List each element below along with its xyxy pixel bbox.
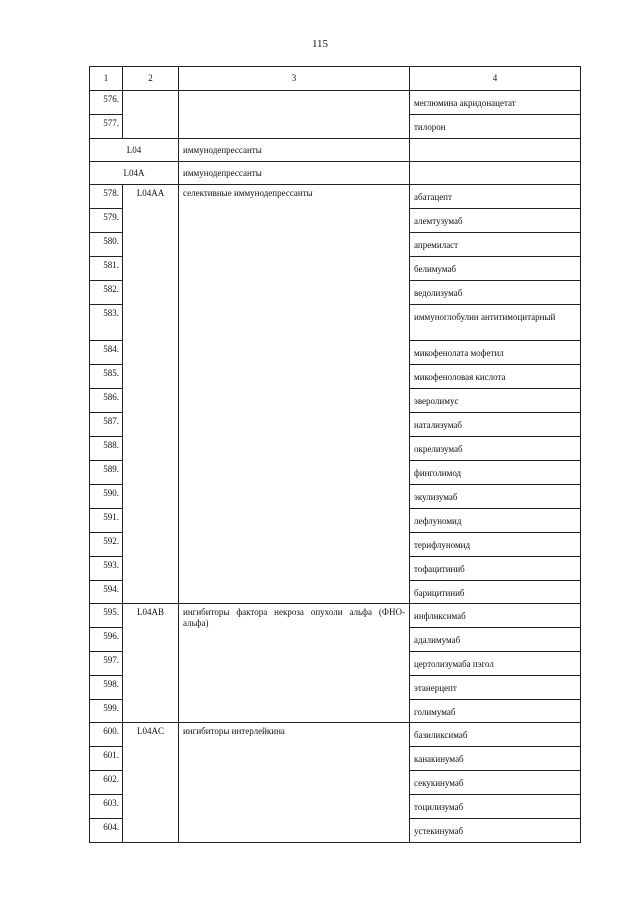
row-number: 593. bbox=[90, 557, 123, 581]
drug-name: натализумаб bbox=[410, 413, 581, 437]
row-number: 595. bbox=[90, 604, 123, 628]
drug-name: канакинумаб bbox=[410, 747, 581, 771]
row-number: 603. bbox=[90, 795, 123, 819]
drug-name: терифлуномид bbox=[410, 533, 581, 557]
atc-name: иммунодепрессанты bbox=[179, 139, 410, 162]
row-number: 601. bbox=[90, 747, 123, 771]
atc-code: L04AC bbox=[123, 723, 179, 843]
drug-name: цертолизумаба пэгол bbox=[410, 652, 581, 676]
drug-name: адалимумаб bbox=[410, 628, 581, 652]
empty-cell bbox=[410, 162, 581, 185]
row-number: 588. bbox=[90, 437, 123, 461]
atc-name: ингибиторы фактора некроза опухоли альфа (ФНО-альфа) bbox=[179, 604, 410, 723]
drug-classification-table bbox=[89, 66, 581, 843]
atc-code: L04 bbox=[90, 139, 179, 162]
drug-name: барицитиниб bbox=[410, 581, 581, 604]
row-number: 602. bbox=[90, 771, 123, 795]
row-number: 581. bbox=[90, 257, 123, 281]
drug-name: устекинумаб bbox=[410, 819, 581, 843]
row-number: 576. bbox=[90, 91, 123, 115]
header-row bbox=[90, 67, 581, 91]
atc-code: L04A bbox=[90, 162, 179, 185]
drug-name: ведолизумаб bbox=[410, 281, 581, 305]
header-col-3: 3 bbox=[179, 67, 410, 91]
atc-code: L04AB bbox=[123, 604, 179, 723]
table-row bbox=[90, 91, 581, 115]
row-number: 590. bbox=[90, 485, 123, 509]
atc-name: ингибиторы интерлейкина bbox=[179, 723, 410, 843]
drug-name: экулизумаб bbox=[410, 485, 581, 509]
drug-name: меглюмина акридонацетат bbox=[410, 91, 581, 115]
row-number: 598. bbox=[90, 676, 123, 700]
table-row bbox=[90, 723, 581, 747]
drug-name: белимумаб bbox=[410, 257, 581, 281]
header-col-1: 1 bbox=[90, 67, 123, 91]
table-row bbox=[90, 604, 581, 628]
row-number: 579. bbox=[90, 209, 123, 233]
row-number: 587. bbox=[90, 413, 123, 437]
row-number: 577. bbox=[90, 115, 123, 139]
row-number: 582. bbox=[90, 281, 123, 305]
drug-name: тофацитиниб bbox=[410, 557, 581, 581]
drug-name: тоцилизумаб bbox=[410, 795, 581, 819]
drug-name: инфликсимаб bbox=[410, 604, 581, 628]
page-number: 115 bbox=[311, 38, 329, 50]
atc-code-cell bbox=[123, 91, 179, 139]
row-number: 600. bbox=[90, 723, 123, 747]
drug-name: этанерцепт bbox=[410, 676, 581, 700]
group-row-l04 bbox=[90, 139, 581, 162]
drug-name: алемтузумаб bbox=[410, 209, 581, 233]
row-number: 586. bbox=[90, 389, 123, 413]
drug-name: базиликсимаб bbox=[410, 723, 581, 747]
row-number: 580. bbox=[90, 233, 123, 257]
atc-name-cell bbox=[179, 91, 410, 139]
row-number: 592. bbox=[90, 533, 123, 557]
row-number: 594. bbox=[90, 581, 123, 604]
drug-name: окрелизумаб bbox=[410, 437, 581, 461]
empty-cell bbox=[410, 139, 581, 162]
row-number: 584. bbox=[90, 341, 123, 365]
row-number: 585. bbox=[90, 365, 123, 389]
row-number: 591. bbox=[90, 509, 123, 533]
drug-name: микофенолата мофетил bbox=[410, 341, 581, 365]
drug-name: голимумаб bbox=[410, 700, 581, 723]
atc-code: L04AA bbox=[123, 185, 179, 604]
header-col-2: 2 bbox=[123, 67, 179, 91]
drug-name: эверолимус bbox=[410, 389, 581, 413]
atc-name: селективные иммунодепрессанты bbox=[179, 185, 410, 604]
atc-name: иммунодепрессанты bbox=[179, 162, 410, 185]
drug-name: секукинумаб bbox=[410, 771, 581, 795]
drug-name: лефлуномид bbox=[410, 509, 581, 533]
drug-name: абатацепт bbox=[410, 185, 581, 209]
drug-name: апремиласт bbox=[410, 233, 581, 257]
row-number: 578. bbox=[90, 185, 123, 209]
drug-name: микофеноловая кислота bbox=[410, 365, 581, 389]
drug-name: финголимод bbox=[410, 461, 581, 485]
row-number: 599. bbox=[90, 700, 123, 723]
row-number: 604. bbox=[90, 819, 123, 843]
row-number: 589. bbox=[90, 461, 123, 485]
row-number: 597. bbox=[90, 652, 123, 676]
row-number: 583. bbox=[90, 305, 123, 341]
drug-name: иммуноглобулин антитимоцитарный bbox=[410, 305, 581, 341]
table-row bbox=[90, 185, 581, 209]
group-row-l04a bbox=[90, 162, 581, 185]
row-number: 596. bbox=[90, 628, 123, 652]
header-col-4: 4 bbox=[410, 67, 581, 91]
drug-name: тилорон bbox=[410, 115, 581, 139]
